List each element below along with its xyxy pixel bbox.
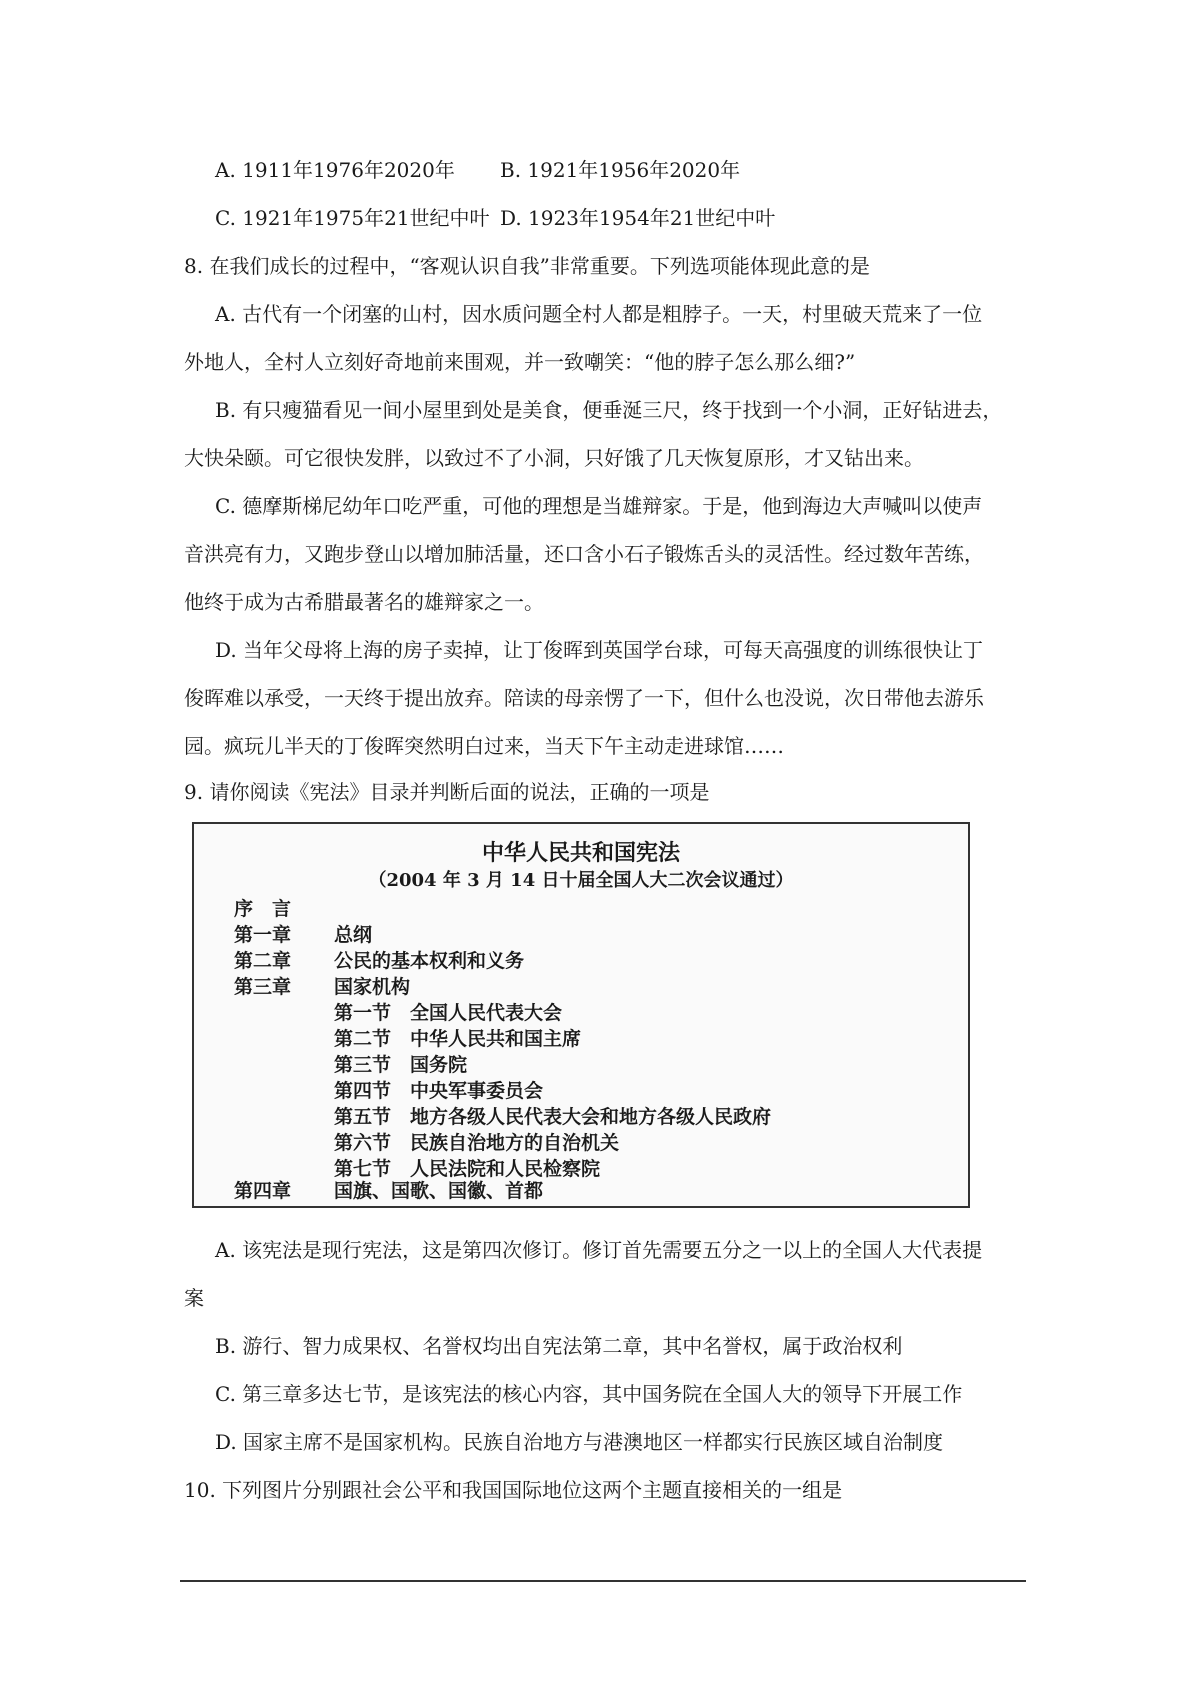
q8-stem: 8. 在我们成长的过程中，“客观认识自我”非常重要。下列选项能体现此意的是 [184, 254, 870, 278]
toc-title: 公民的基本权利和义务 [334, 950, 525, 972]
toc-section: 第三节 国务院 [334, 1054, 468, 1076]
q8-option-a-line-2: 外地人，全村人立刻好奇地前来围观，并一致嘲笑：“他的脖子怎么那么细?” [184, 350, 856, 374]
toc-chapter: 序 言 [234, 898, 292, 920]
q8-option-b-line-1: B. 有只瘦猫看见一间小屋里到处是美食，便垂涎三尺，终于找到一个小洞，正好钻进去， [215, 398, 1003, 422]
toc-chapter: 第二章 [234, 950, 292, 972]
q8-option-c-line-1: C. 德摩斯梯尼幼年口吃严重，可他的理想是当雄辩家。于是，他到海边大声喊叫以使声 [215, 494, 983, 518]
footer-divider [180, 1580, 1026, 1582]
toc-chapter: 第一章 [234, 924, 292, 946]
q9-stem: 9. 请你阅读《宪法》目录并判断后面的说法，正确的一项是 [184, 780, 710, 804]
q9-option-a-line-1: A. 该宪法是现行宪法，这是第四次修订。修订首先需要五分之一以上的全国人大代表提 [215, 1238, 983, 1262]
q8-option-d-line-1: D. 当年父母将上海的房子卖掉，让丁俊晖到英国学台球，可每天高强度的训练很快让丁 [215, 638, 984, 662]
toc-title: 国旗、国歌、国徽、首都 [334, 1180, 544, 1202]
toc-section: 第六节 民族自治地方的自治机关 [334, 1132, 620, 1154]
q8-option-b-line-2: 大快朵颐。可它很快发胖，以致过不了小洞，只好饿了几天恢复原形，才又钻出来。 [184, 446, 924, 470]
toc-title: 国家机构 [334, 976, 411, 998]
q7-option-a: A. 1911年1976年2020年 [215, 158, 455, 182]
q7-option-b: B. 1921年1956年2020年 [500, 158, 741, 182]
toc-title: 总纲 [334, 924, 373, 946]
q9-option-b: B. 游行、智力成果权、名誉权均出自宪法第二章，其中名誉权，属于政治权利 [215, 1334, 903, 1358]
figure-subtitle: （2004 年 3 月 14 日十届全国人大二次会议通过） [368, 870, 794, 891]
q9-option-d: D. 国家主席不是国家机构。民族自治地方与港澳地区一样都实行民族区域自治制度 [215, 1430, 944, 1454]
q9-option-c: C. 第三章多达七节，是该宪法的核心内容，其中国务院在全国人大的领导下开展工作 [215, 1382, 963, 1406]
q8-option-a-line-1: A. 古代有一个闭塞的山村，因水质问题全村人都是粗脖子。一天，村里破天荒来了一位 [215, 302, 983, 326]
toc-chapter: 第四章 [234, 1180, 292, 1202]
toc-section: 第七节 人民法院和人民检察院 [334, 1158, 601, 1180]
q9-option-a-line-2: 案 [184, 1286, 204, 1310]
toc-section: 第四节 中央军事委员会 [334, 1080, 544, 1102]
q8-option-c-line-2: 音洪亮有力，又跑步登山以增加肺活量，还口含小石子锻炼舌头的灵活性。经过数年苦练， [184, 542, 984, 566]
q8-option-c-line-3: 他终于成为古希腊最著名的雄辩家之一。 [184, 590, 544, 614]
toc-section: 第二节 中华人民共和国主席 [334, 1028, 582, 1050]
toc-section: 第五节 地方各级人民代表大会和地方各级人民政府 [334, 1106, 772, 1128]
toc-chapter: 第三章 [234, 976, 292, 998]
toc-section: 第一节 全国人民代表大会 [334, 1002, 563, 1024]
figure-title: 中华人民共和国宪法 [481, 840, 680, 866]
q7-option-d: D. 1923年1954年21世纪中叶 [500, 206, 776, 230]
q7-option-c: C. 1921年1975年21世纪中叶 [215, 206, 490, 230]
q8-option-d-line-3: 园。疯玩儿半天的丁俊晖突然明白过来，当天下午主动走进球馆…… [184, 734, 784, 758]
q8-option-d-line-2: 俊晖难以承受，一天终于提出放弃。陪读的母亲愣了一下，但什么也没说，次日带他去游乐 [184, 686, 984, 710]
q10-stem: 10. 下列图片分别跟社会公平和我国国际地位这两个主题直接相关的一组是 [184, 1478, 843, 1502]
constitution-contents-figure [192, 822, 970, 1208]
